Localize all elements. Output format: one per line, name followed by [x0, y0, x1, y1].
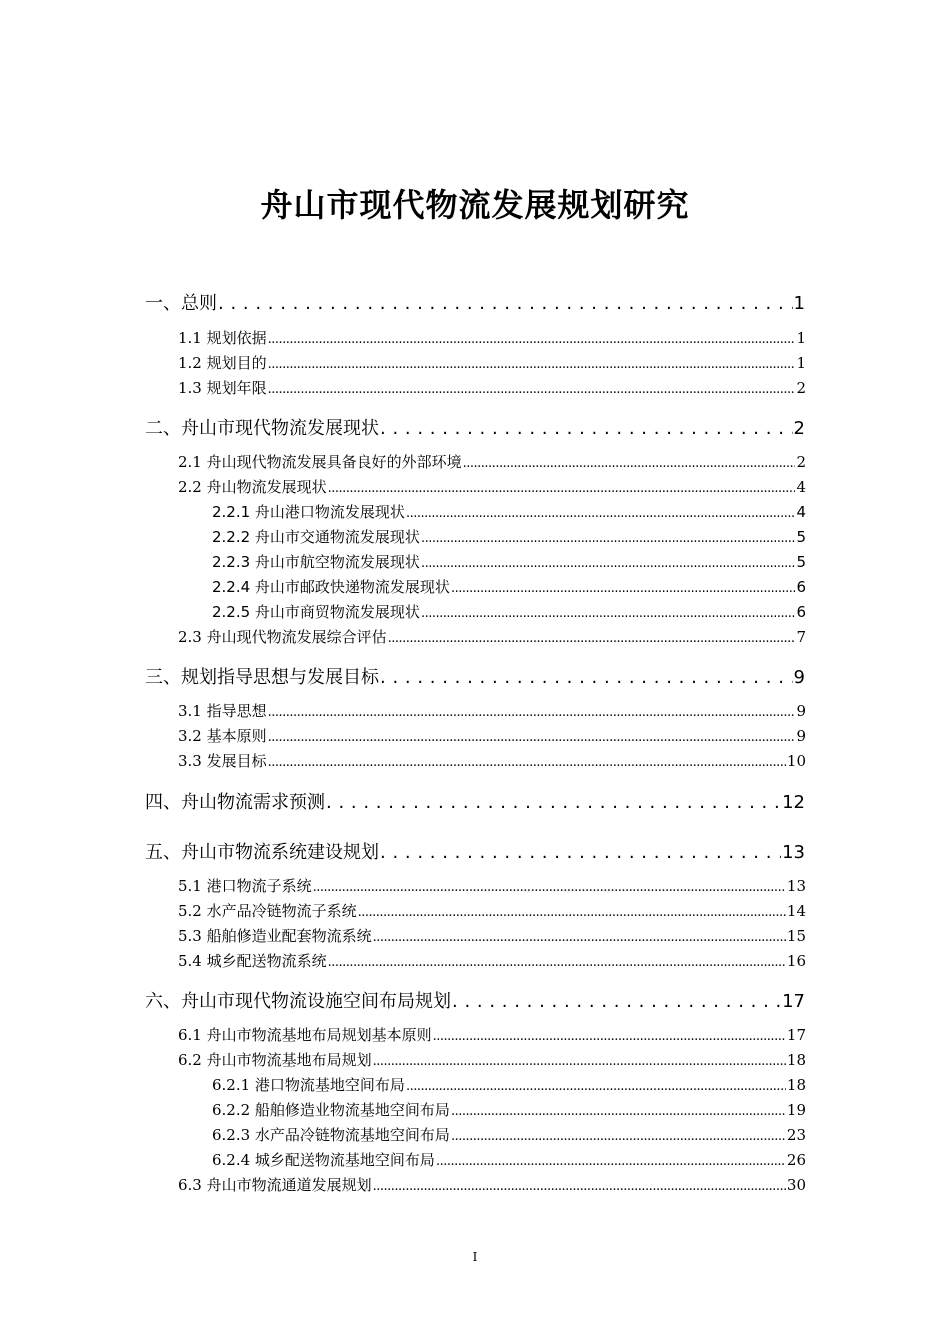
toc-subsection-6-2-1[interactable]	[212, 1074, 806, 1095]
toc-page-number: 26	[786, 1151, 806, 1169]
toc-subsection-2-2-3[interactable]	[212, 551, 806, 572]
toc-page-number: 1	[796, 354, 806, 372]
toc-page-number: 9	[796, 702, 806, 720]
leader-dots	[373, 930, 786, 945]
leader-dots	[380, 667, 793, 688]
toc-page-number: 7	[796, 628, 806, 646]
leader-dots	[421, 606, 796, 621]
toc-section-1-3[interactable]	[178, 377, 806, 398]
toc-subsection-2-2-4[interactable]	[212, 576, 806, 597]
toc-label: 2.2.2 舟山市交通物流发展现状	[212, 528, 420, 546]
toc-page-number: 15	[786, 927, 806, 945]
toc-page-number: 19	[786, 1101, 806, 1119]
toc-label: 2.2.3 舟山市航空物流发展现状	[212, 553, 420, 571]
toc-section-6-1[interactable]	[178, 1024, 806, 1045]
toc-label: 5.1 港口物流子系统	[178, 877, 312, 895]
toc-page-number: 6	[796, 578, 806, 596]
toc-section-3-1[interactable]	[178, 700, 806, 721]
toc-page-number: 2	[796, 453, 806, 471]
toc-label: 2.2.5 舟山市商贸物流发展现状	[212, 603, 420, 621]
toc-subsection-6-2-3[interactable]	[212, 1124, 806, 1145]
leader-dots	[452, 991, 781, 1012]
toc-label: 6.2 舟山市物流基地布局规划	[178, 1051, 372, 1069]
toc-label: 6.2.3 水产品冷链物流基地空间布局	[212, 1126, 450, 1144]
leader-dots	[436, 1154, 786, 1169]
toc-page-number: 13	[782, 842, 805, 863]
leader-dots	[406, 1079, 786, 1094]
toc-label: 2.3 舟山现代物流发展综合评估	[178, 628, 387, 646]
toc-label: 5.2 水产品冷链物流子系统	[178, 902, 357, 920]
leader-dots	[268, 755, 786, 770]
toc-page-number: 4	[796, 478, 806, 496]
leader-dots	[433, 1029, 786, 1044]
toc-label: 5.4 城乡配送物流系统	[178, 952, 327, 970]
leader-dots	[326, 792, 781, 813]
toc-label: 5.3 船舶修造业配套物流系统	[178, 927, 372, 945]
toc-subsection-2-2-1[interactable]	[212, 501, 806, 522]
toc-page-number: 16	[786, 952, 806, 970]
toc-page-number: 2	[796, 379, 806, 397]
toc-page-number: 2	[793, 418, 805, 439]
toc-label: 2.2.4 舟山市邮政快递物流发展现状	[212, 578, 450, 596]
leader-dots	[451, 1129, 786, 1144]
toc-label: 6.1 舟山市物流基地布局规划基本原则	[178, 1026, 432, 1044]
toc-label: 2.1 舟山现代物流发展具备良好的外部环境	[178, 453, 462, 471]
leader-dots	[328, 481, 796, 496]
toc-label: 6.2.1 港口物流基地空间布局	[212, 1076, 405, 1094]
toc-section-6-2[interactable]	[178, 1049, 806, 1070]
toc-label: 6.3 舟山市物流通道发展规划	[178, 1176, 372, 1194]
toc-page-number: 1	[793, 293, 805, 314]
leader-dots	[373, 1054, 786, 1069]
leader-dots	[406, 506, 796, 521]
toc-label: 四、舟山物流需求预测	[145, 792, 325, 813]
toc-section-1-1[interactable]	[178, 327, 806, 348]
toc-chapter-4[interactable]	[145, 788, 805, 814]
toc-page-number: 18	[786, 1051, 806, 1069]
toc-section-5-2[interactable]	[178, 900, 806, 921]
leader-dots	[388, 631, 796, 646]
leader-dots	[421, 556, 796, 571]
toc-page-number: 18	[786, 1076, 806, 1094]
toc-section-2-1[interactable]	[178, 451, 806, 472]
toc-label: 3.2 基本原则	[178, 727, 267, 745]
leader-dots	[358, 905, 786, 920]
leader-dots	[268, 730, 796, 745]
toc-section-2-2[interactable]	[178, 476, 806, 497]
toc-section-5-1[interactable]	[178, 875, 806, 896]
toc-section-5-4[interactable]	[178, 950, 806, 971]
toc-page-number: 9	[793, 667, 805, 688]
toc-chapter-3[interactable]	[145, 663, 805, 689]
toc-page-number: 14	[786, 902, 806, 920]
toc-label: 6.2.4 城乡配送物流基地空间布局	[212, 1151, 435, 1169]
toc-chapter-1[interactable]	[145, 289, 805, 315]
toc-page-number: 5	[796, 553, 806, 571]
toc-section-2-3[interactable]	[178, 626, 806, 647]
toc-label: 2.2 舟山物流发展现状	[178, 478, 327, 496]
toc-label: 三、规划指导思想与发展目标	[145, 667, 379, 688]
toc-page-number: 17	[786, 1026, 806, 1044]
toc-page-number: 9	[796, 727, 806, 745]
footer-page-number: I	[472, 1250, 478, 1264]
leader-dots	[313, 880, 786, 895]
toc-page-number: 5	[796, 528, 806, 546]
toc-page-number: 10	[786, 752, 806, 770]
leader-dots	[218, 293, 793, 314]
toc-page-number: 1	[796, 329, 806, 347]
toc-label: 1.3 规划年限	[178, 379, 267, 397]
toc-page-number: 17	[782, 991, 805, 1012]
toc-label: 3.3 发展目标	[178, 752, 267, 770]
toc-page-number: 12	[782, 792, 805, 813]
toc-label: 二、舟山市现代物流发展现状	[145, 418, 379, 439]
toc-page-number: 4	[796, 503, 806, 521]
toc-page-number: 13	[786, 877, 806, 895]
toc-label: 六、舟山市现代物流设施空间布局规划	[145, 991, 451, 1012]
toc-chapter-5[interactable]	[145, 838, 805, 864]
toc-section-3-2[interactable]	[178, 725, 806, 746]
toc-label: 6.2.2 船舶修造业物流基地空间布局	[212, 1101, 450, 1119]
toc-label: 2.2.1 舟山港口物流发展现状	[212, 503, 405, 521]
toc-label: 五、舟山市物流系统建设规划	[145, 842, 379, 863]
leader-dots	[463, 456, 796, 471]
leader-dots	[451, 1104, 786, 1119]
leader-dots	[451, 581, 796, 596]
toc-page-number: 23	[786, 1126, 806, 1144]
leader-dots	[268, 382, 796, 397]
toc-page-number: 6	[796, 603, 806, 621]
leader-dots	[373, 1179, 786, 1194]
leader-dots	[380, 842, 781, 863]
leader-dots	[268, 332, 796, 347]
leader-dots	[328, 955, 786, 970]
leader-dots	[421, 531, 796, 546]
leader-dots	[268, 357, 796, 372]
toc-section-6-3[interactable]	[178, 1174, 806, 1195]
toc-section-1-2[interactable]	[178, 352, 806, 373]
toc-subsection-6-2-4[interactable]	[212, 1149, 806, 1170]
toc-subsection-2-2-5[interactable]	[212, 601, 806, 622]
toc-section-3-3[interactable]	[178, 750, 806, 771]
toc-label: 1.1 规划依据	[178, 329, 267, 347]
leader-dots	[380, 418, 793, 439]
toc-page-number: 30	[786, 1176, 806, 1194]
toc-chapter-2[interactable]	[145, 414, 805, 440]
toc-label: 1.2 规划目的	[178, 354, 267, 372]
toc-label: 3.1 指导思想	[178, 702, 267, 720]
toc-section-5-3[interactable]	[178, 925, 806, 946]
leader-dots	[268, 705, 796, 720]
toc-chapter-6[interactable]	[145, 987, 805, 1013]
document-title: 舟山市现代物流发展规划研究	[260, 186, 690, 224]
toc-subsection-6-2-2[interactable]	[212, 1099, 806, 1120]
toc-label: 一、总则	[145, 293, 217, 314]
toc-subsection-2-2-2[interactable]	[212, 526, 806, 547]
